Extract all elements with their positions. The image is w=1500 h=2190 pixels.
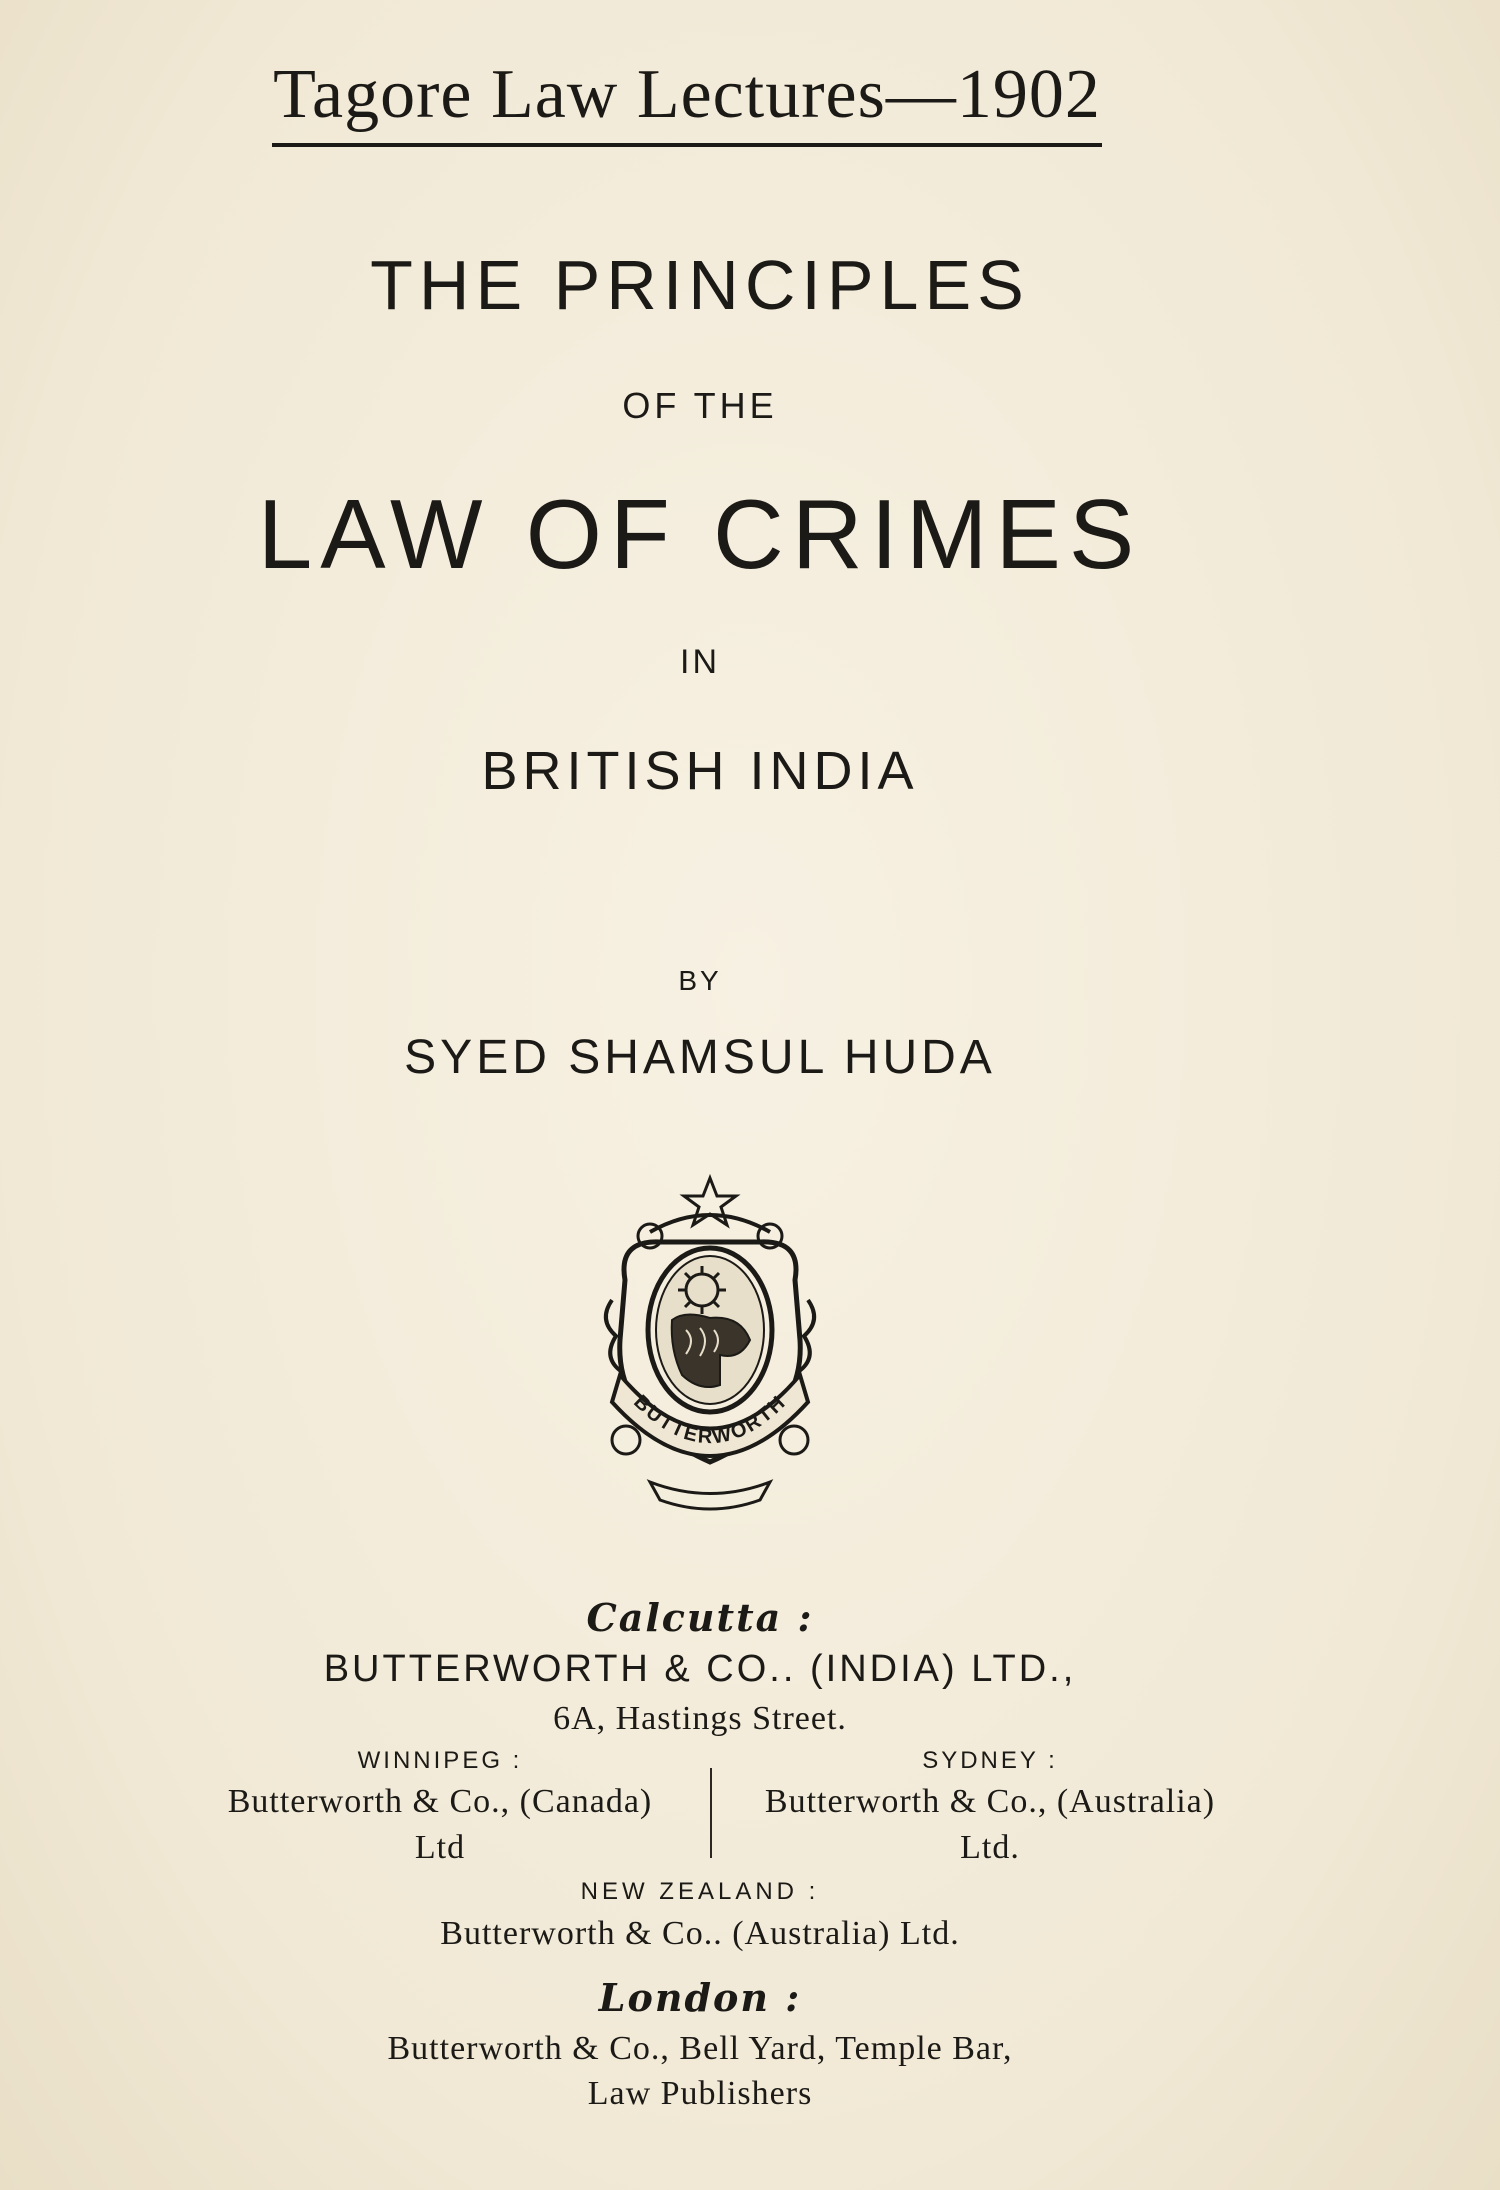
sydney-line1: Butterworth & Co., (Australia) (764, 1783, 1216, 1820)
emblem-ribbon-text: BUTTERWORTH (629, 1391, 791, 1449)
winnipeg-block (180, 1743, 700, 1871)
title-line-british-india: BRITISH INDIA (481, 741, 919, 801)
title-line-principles: THE PRINCIPLES (370, 246, 1030, 324)
sydney-line2: Ltd. (960, 1829, 1020, 1866)
publisher-city-calcutta: Calcutta : (586, 1595, 814, 1640)
sydney-block (715, 1743, 1265, 1871)
series-heading: Tagore Law Lectures—1902 (272, 55, 1102, 147)
author-name: SYED SHAMSUL HUDA (404, 1031, 996, 1084)
title-line-in: IN (680, 643, 720, 681)
title-line-of-the: OF THE (622, 385, 778, 426)
london-publishers: Law Publishers (587, 2075, 813, 2112)
new-zealand-line: Butterworth & Co.. (Australia) Ltd. (440, 1915, 960, 1952)
publisher-address: 6A, Hastings Street. (553, 1700, 847, 1737)
column-divider (710, 1768, 712, 1858)
winnipeg-line2: Ltd (414, 1829, 466, 1866)
title-line-law-of-crimes: LAW OF CRIMES (257, 479, 1143, 589)
winnipeg-label: WINNIPEG : (357, 1747, 523, 1774)
butterworth-emblem-icon (590, 1170, 830, 1520)
publisher-city-london: London : (598, 1975, 802, 2020)
author-by: BY (678, 965, 722, 996)
publisher-name: BUTTERWORTH & CO.. (INDIA) LTD., (323, 1648, 1077, 1690)
sydney-label: SYDNEY : (922, 1747, 1058, 1774)
winnipeg-line1: Butterworth & Co., (Canada) (227, 1783, 653, 1820)
london-address: Butterworth & Co., Bell Yard, Temple Bar, (387, 2030, 1013, 2067)
new-zealand-label: NEW ZEALAND : (580, 1878, 820, 1905)
